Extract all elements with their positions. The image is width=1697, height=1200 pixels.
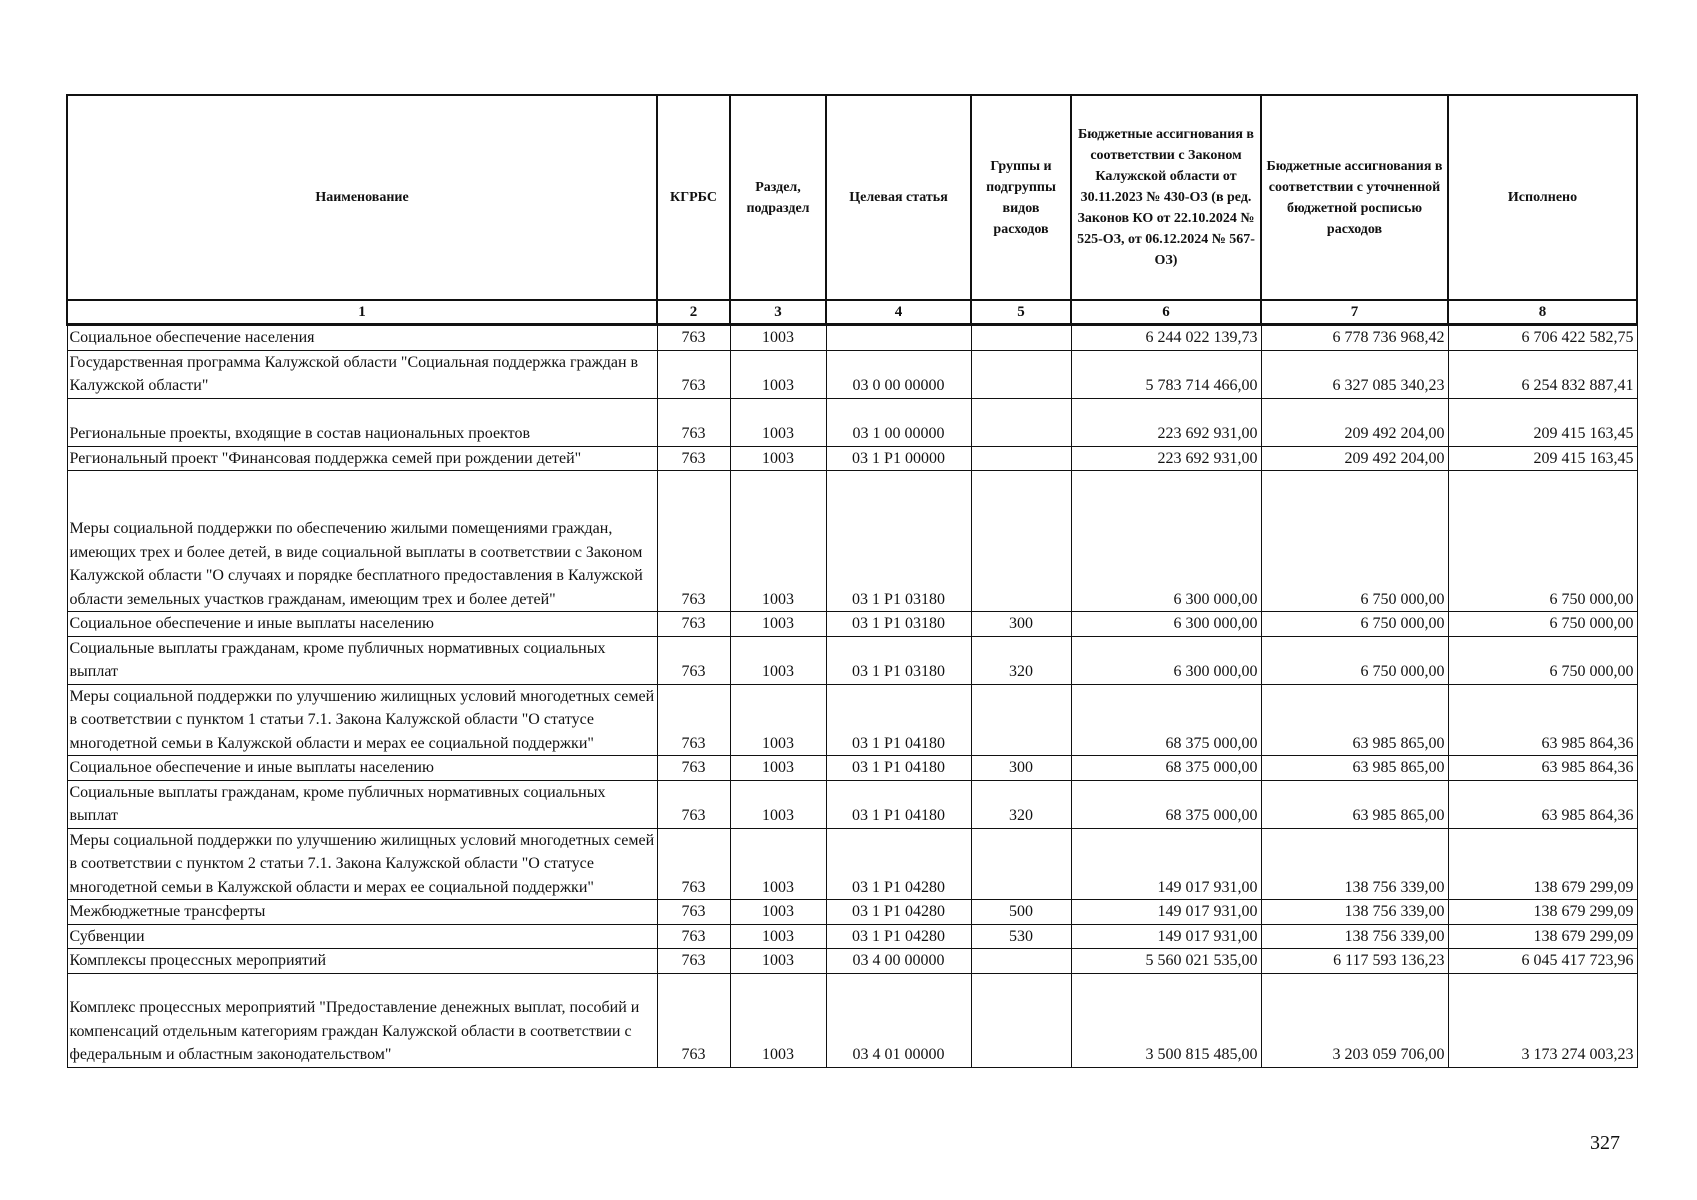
- row-name: Региональный проект "Финансовая поддержка семей при рождении детей": [67, 446, 657, 471]
- row-name: Социальное обеспечение и иные выплаты населению: [67, 612, 657, 637]
- row-kgrbs: 763: [657, 924, 730, 949]
- row-celevaya: 03 1 P1 03180: [826, 612, 971, 637]
- table-row: [67, 949, 1637, 974]
- row-utochn: 138 756 339,00: [1261, 900, 1448, 925]
- row-name: Социальное обеспечение и иные выплаты населению: [67, 756, 657, 781]
- row-utochn: 63 985 865,00: [1261, 684, 1448, 756]
- row-celevaya: 03 1 00 00000: [826, 398, 971, 446]
- row-gruppa: [971, 350, 1071, 398]
- row-utochn: 209 492 204,00: [1261, 446, 1448, 471]
- row-name: Государственная программа Калужской области "Социальная поддержка граждан в Калужской области": [67, 350, 657, 398]
- row-ispolneno: 138 679 299,09: [1448, 828, 1637, 900]
- row-kgrbs: 763: [657, 636, 730, 684]
- table-row: [67, 636, 1637, 684]
- row-zakon: 149 017 931,00: [1071, 924, 1261, 949]
- row-ispolneno: 3 173 274 003,23: [1448, 973, 1637, 1067]
- row-gruppa: 300: [971, 756, 1071, 781]
- row-gruppa: 530: [971, 924, 1071, 949]
- row-zakon: 6 300 000,00: [1071, 636, 1261, 684]
- table-row: [67, 924, 1637, 949]
- row-zakon: 6 300 000,00: [1071, 471, 1261, 612]
- row-name: Меры социальной поддержки по обеспечению жилыми помещениями граждан, имеющих трех и более детей, в виде социальной выплаты в соответствии с Законом Калужской области "О случаях и порядке бесплатного предоставления в Калужской области земельных участков гражданам, имеющим трех и более детей": [67, 471, 657, 612]
- row-zakon: 223 692 931,00: [1071, 398, 1261, 446]
- row-celevaya: 03 4 01 00000: [826, 973, 971, 1067]
- row-utochn: 138 756 339,00: [1261, 924, 1448, 949]
- table-row: [67, 325, 1637, 351]
- table-row: [67, 973, 1637, 1067]
- row-razdel: 1003: [730, 828, 826, 900]
- row-razdel: 1003: [730, 756, 826, 781]
- row-zakon: 6 244 022 139,73: [1071, 325, 1261, 351]
- col-number: 4: [826, 300, 971, 325]
- row-kgrbs: 763: [657, 471, 730, 612]
- row-ispolneno: 63 985 864,36: [1448, 780, 1637, 828]
- row-celevaya: 03 4 00 00000: [826, 949, 971, 974]
- row-razdel: 1003: [730, 612, 826, 637]
- row-ispolneno: 63 985 864,36: [1448, 756, 1637, 781]
- table-row: [67, 684, 1637, 756]
- row-razdel: 1003: [730, 684, 826, 756]
- table-row: [67, 756, 1637, 781]
- row-zakon: 68 375 000,00: [1071, 756, 1261, 781]
- row-name: Социальные выплаты гражданам, кроме публичных нормативных социальных выплат: [67, 636, 657, 684]
- row-kgrbs: 763: [657, 684, 730, 756]
- row-zakon: 5 783 714 466,00: [1071, 350, 1261, 398]
- row-razdel: 1003: [730, 636, 826, 684]
- row-name: Меры социальной поддержки по улучшению жилищных условий многодетных семей в соответствии с пунктом 1 статьи 7.1. Закона Калужской области "О статусе многодетной семьи в Калужской области и мерах ее социальной поддержки": [67, 684, 657, 756]
- row-kgrbs: 763: [657, 828, 730, 900]
- row-gruppa: 320: [971, 780, 1071, 828]
- row-kgrbs: 763: [657, 900, 730, 925]
- row-utochn: 138 756 339,00: [1261, 828, 1448, 900]
- row-utochn: 6 750 000,00: [1261, 612, 1448, 637]
- row-zakon: 68 375 000,00: [1071, 780, 1261, 828]
- table-row: [67, 780, 1637, 828]
- table-row: [67, 398, 1637, 446]
- row-razdel: 1003: [730, 900, 826, 925]
- header-zakon-assignations: Бюджетные ассигнования в соответствии с Законом Калужской области от 30.11.2023 № 430-ОЗ (в ред. Законов КО от 22.10.2024 № 525-ОЗ, от 06.12.2024 № 567-ОЗ): [1071, 95, 1261, 300]
- row-utochn: 6 117 593 136,23: [1261, 949, 1448, 974]
- row-kgrbs: 763: [657, 325, 730, 351]
- row-ispolneno: 6 254 832 887,41: [1448, 350, 1637, 398]
- row-kgrbs: 763: [657, 949, 730, 974]
- row-ispolneno: 138 679 299,09: [1448, 924, 1637, 949]
- row-zakon: 3 500 815 485,00: [1071, 973, 1261, 1067]
- row-gruppa: [971, 325, 1071, 351]
- table-row: [67, 446, 1637, 471]
- row-razdel: 1003: [730, 350, 826, 398]
- row-name: Меры социальной поддержки по улучшению жилищных условий многодетных семей в соответствии с пунктом 2 статьи 7.1. Закона Калужской области "О статусе многодетной семьи в Калужской области и мерах ее социальной поддержки": [67, 828, 657, 900]
- row-kgrbs: 763: [657, 398, 730, 446]
- row-utochn: 6 750 000,00: [1261, 636, 1448, 684]
- row-razdel: 1003: [730, 398, 826, 446]
- budget-table: [66, 94, 1638, 1068]
- page-number: 327: [1590, 1132, 1620, 1154]
- row-celevaya: 03 1 P1 00000: [826, 446, 971, 471]
- row-name: Социальное обеспечение населения: [67, 325, 657, 351]
- row-gruppa: [971, 471, 1071, 612]
- row-ispolneno: 6 750 000,00: [1448, 636, 1637, 684]
- row-ispolneno: 209 415 163,45: [1448, 446, 1637, 471]
- table-row: [67, 612, 1637, 637]
- row-kgrbs: 763: [657, 973, 730, 1067]
- col-number: 3: [730, 300, 826, 325]
- col-number: 2: [657, 300, 730, 325]
- table-row: [67, 828, 1637, 900]
- row-kgrbs: 763: [657, 350, 730, 398]
- row-zakon: 6 300 000,00: [1071, 612, 1261, 637]
- row-razdel: 1003: [730, 325, 826, 351]
- row-celevaya: 03 1 P1 04180: [826, 756, 971, 781]
- col-number: 5: [971, 300, 1071, 325]
- col-number: 6: [1071, 300, 1261, 325]
- header-kgrbs: КГРБС: [657, 95, 730, 300]
- row-utochn: 6 750 000,00: [1261, 471, 1448, 612]
- row-utochn: 63 985 865,00: [1261, 780, 1448, 828]
- row-celevaya: 03 1 P1 04180: [826, 684, 971, 756]
- row-gruppa: [971, 684, 1071, 756]
- row-ispolneno: 6 750 000,00: [1448, 612, 1637, 637]
- row-name: Региональные проекты, входящие в состав национальных проектов: [67, 398, 657, 446]
- header-row: [67, 95, 1637, 300]
- header-name: Наименование: [67, 95, 657, 300]
- col-number: 7: [1261, 300, 1448, 325]
- col-number: 8: [1448, 300, 1637, 325]
- row-celevaya: 03 1 P1 03180: [826, 471, 971, 612]
- row-gruppa: 320: [971, 636, 1071, 684]
- row-ispolneno: 6 750 000,00: [1448, 471, 1637, 612]
- col-number: 1: [67, 300, 657, 325]
- row-gruppa: 500: [971, 900, 1071, 925]
- row-zakon: 149 017 931,00: [1071, 900, 1261, 925]
- row-ispolneno: 6 706 422 582,75: [1448, 325, 1637, 351]
- row-kgrbs: 763: [657, 446, 730, 471]
- table-row: [67, 350, 1637, 398]
- row-kgrbs: 763: [657, 612, 730, 637]
- row-gruppa: [971, 828, 1071, 900]
- row-razdel: 1003: [730, 780, 826, 828]
- row-gruppa: 300: [971, 612, 1071, 637]
- row-razdel: 1003: [730, 924, 826, 949]
- row-zakon: 68 375 000,00: [1071, 684, 1261, 756]
- row-celevaya: 03 1 P1 04180: [826, 780, 971, 828]
- row-ispolneno: 138 679 299,09: [1448, 900, 1637, 925]
- header-ispolneno: Исполнено: [1448, 95, 1637, 300]
- row-gruppa: [971, 398, 1071, 446]
- row-utochn: 6 778 736 968,42: [1261, 325, 1448, 351]
- row-utochn: 63 985 865,00: [1261, 756, 1448, 781]
- table-row: [67, 471, 1637, 612]
- row-razdel: 1003: [730, 973, 826, 1067]
- header-gruppy-vidov: Группы и подгруппы видов расходов: [971, 95, 1071, 300]
- row-utochn: 3 203 059 706,00: [1261, 973, 1448, 1067]
- header-utochn-assignations: Бюджетные ассигнования в соответствии с уточненной бюджетной росписью расходов: [1261, 95, 1448, 300]
- row-razdel: 1003: [730, 471, 826, 612]
- row-name: Социальные выплаты гражданам, кроме публичных нормативных социальных выплат: [67, 780, 657, 828]
- row-utochn: 6 327 085 340,23: [1261, 350, 1448, 398]
- row-zakon: 149 017 931,00: [1071, 828, 1261, 900]
- row-kgrbs: 763: [657, 780, 730, 828]
- row-celevaya: 03 1 P1 03180: [826, 636, 971, 684]
- row-name: Комплекс процессных мероприятий "Предоставление денежных выплат, пособий и компенсаций отдельным категориям граждан Калужской области в соответствии с федеральным и областным законодательством": [67, 973, 657, 1067]
- row-name: Межбюджетные трансферты: [67, 900, 657, 925]
- row-kgrbs: 763: [657, 756, 730, 781]
- row-zakon: 223 692 931,00: [1071, 446, 1261, 471]
- row-name: Комплексы процессных мероприятий: [67, 949, 657, 974]
- row-name: Субвенции: [67, 924, 657, 949]
- row-razdel: 1003: [730, 446, 826, 471]
- row-gruppa: [971, 949, 1071, 974]
- budget-table-sheet: [66, 94, 1636, 1068]
- row-zakon: 5 560 021 535,00: [1071, 949, 1261, 974]
- header-celevaya-statya: Целевая статья: [826, 95, 971, 300]
- row-ispolneno: 6 045 417 723,96: [1448, 949, 1637, 974]
- row-celevaya: [826, 325, 971, 351]
- row-utochn: 209 492 204,00: [1261, 398, 1448, 446]
- row-ispolneno: 209 415 163,45: [1448, 398, 1637, 446]
- row-celevaya: 03 1 P1 04280: [826, 900, 971, 925]
- row-celevaya: 03 0 00 00000: [826, 350, 971, 398]
- row-celevaya: 03 1 P1 04280: [826, 828, 971, 900]
- column-number-row: [67, 300, 1637, 325]
- table-row: [67, 900, 1637, 925]
- row-gruppa: [971, 973, 1071, 1067]
- header-razdel: Раздел, подраздел: [730, 95, 826, 300]
- row-celevaya: 03 1 P1 04280: [826, 924, 971, 949]
- row-gruppa: [971, 446, 1071, 471]
- row-razdel: 1003: [730, 949, 826, 974]
- row-ispolneno: 63 985 864,36: [1448, 684, 1637, 756]
